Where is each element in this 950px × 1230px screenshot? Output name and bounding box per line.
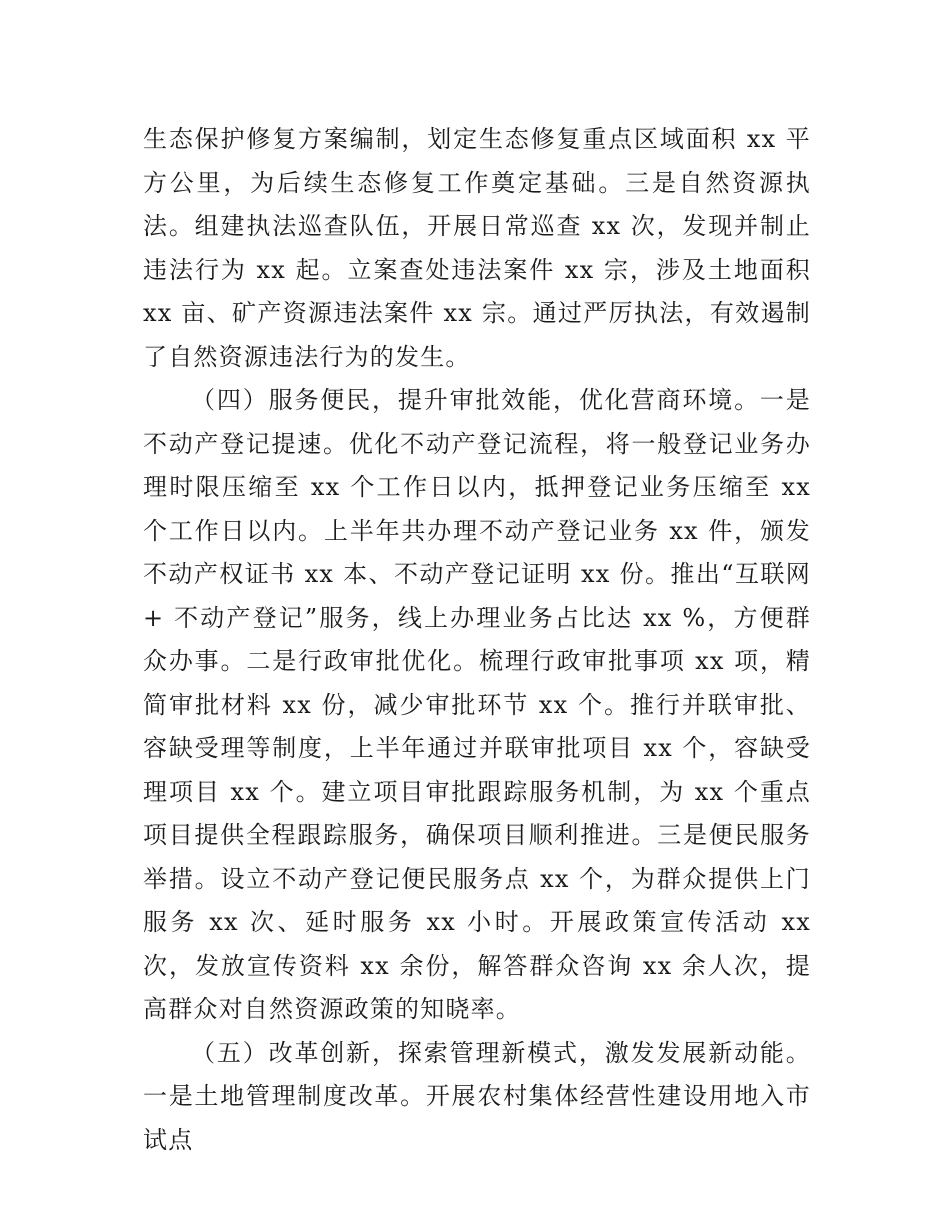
paragraph-reform-innovation: （五）改革创新，探索管理新模式，激发发展新动能。一是土地管理制度改革。开展农村集体经营性建设用地入市试点 (143, 1038, 811, 1154)
paragraph-service-approval: （四）服务便民，提升审批效能，优化营商环境。一是不动产登记提速。优化不动产登记流程，将一般登记业务办理时限压缩至 xx 个工作日以内，抵押登记业务压缩至 xx 个工作日以内。上半年共办理不动产登记业务 xx 件，颁发不动产权证书 xx 本、不动产登记证明 xx 份。推出“互联网 + 不动产登记”服务，线上办理业务占比达 xx %，方便群众办事。二是行政审批优化。梳理行政审批事项 xx 项，精简审批材料 xx 份，减少审批环节 xx 个。推行并联审批、容缺受理等制度，上半年通过并联审批项目 xx 个，容缺受理项目 xx 个。建立项目审批跟踪服务机制，为 xx 个重点项目提供全程跟踪服务，确保项目顺利推进。三是便民服务举措。设立不动产登记便民服务点 xx 个，为群众提供上门服务 xx 次、延时服务 xx 小时。开展政策宣传活动 xx 次，发放宣传资料 xx 余份，解答群众咨询 xx 余人次，提高群众对自然资源政策的知晓率。 (143, 386, 811, 1023)
document-body (143, 118, 811, 1162)
paragraph-ecological-enforcement: 生态保护修复方案编制，划定生态修复重点区域面积 xx 平方公里，为后续生态修复工作奠定基础。三是自然资源执法。组建执法巡查队伍，开展日常巡查 xx 次，发现并制止违法行为 xx 起。立案查处违法案件 xx 宗，涉及土地面积 xx 亩、矿产资源违法案件 xx 宗。通过严厉执法，有效遏制了自然资源违法行为的发生。 (143, 125, 811, 371)
